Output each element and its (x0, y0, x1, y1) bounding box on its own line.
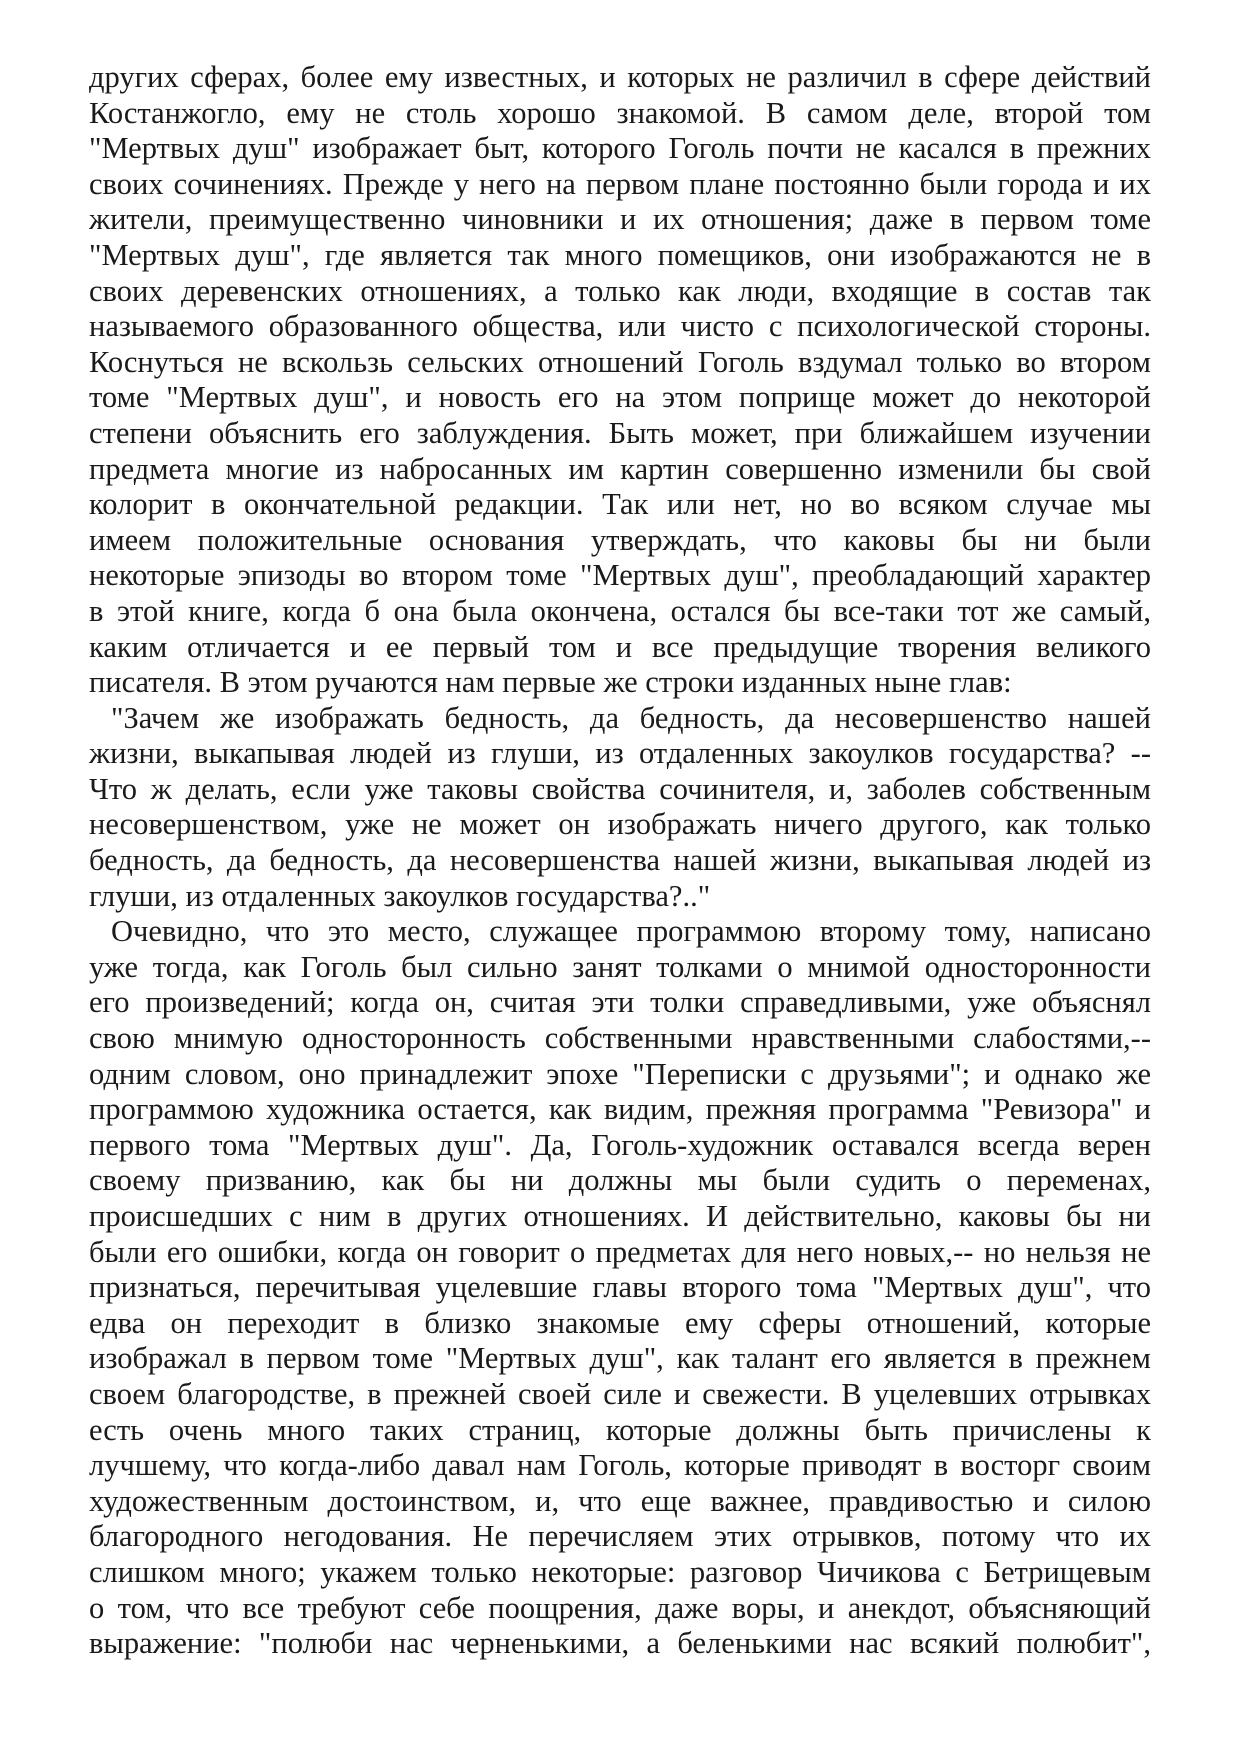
text-line-content: лучшему, что когда-либо давал нам Гоголь, которые приводят в восторг своим (89, 1448, 1151, 1483)
text-line (89, 1270, 1151, 1306)
text-line-content: были его ошибки, когда он говорит о предметах для него новых,-- но нельзя не (89, 1234, 1151, 1269)
text-line (89, 1057, 1151, 1093)
paragraph (89, 914, 1151, 1661)
text-line (89, 843, 1151, 879)
text-line-content: его произведений; когда он, считая эти толки справедливыми, уже объяснял (89, 985, 1151, 1020)
text-line-content: жители, преимущественно чиновники и их отношения; даже в первом томе (89, 202, 1151, 237)
text-line-content: слишком много; укажем только некоторые: разговор Чичикова с Бетрищевым (89, 1554, 1151, 1589)
text-line (89, 1377, 1151, 1413)
text-line (89, 914, 1151, 950)
text-line (89, 60, 1151, 96)
text-line-content: предмета многие из набросанных им картин совершенно изменили бы свой (89, 451, 1151, 486)
text-line (89, 1199, 1151, 1235)
text-line (89, 1484, 1151, 1520)
text-line-content: степени объяснить его заблуждения. Быть может, при ближайшем изучении (89, 415, 1151, 450)
text-line (89, 879, 1151, 915)
text-line (89, 1021, 1151, 1057)
text-line (89, 558, 1151, 594)
text-line-content: признаться, перечитывая уцелевшие главы второго тома "Мертвых душ", что (89, 1270, 1151, 1305)
text-line-content: едва он переходит в близко знакомые ему сферы отношений, которые (89, 1305, 1151, 1340)
text-line-content: в этой книге, когда б она была окончена, остался бы все-таки тот же самый, (89, 593, 1151, 628)
text-line-content: происшедших с ним в других отношениях. И действительно, каковы бы ни (89, 1199, 1151, 1233)
text-line-content: других сферах, более ему известных, и которых не различил в сфере действий (89, 60, 1151, 94)
text-line-content: своих деревенских отношениях, а только как люди, входящие в состав так (89, 273, 1151, 308)
text-line-content: "Зачем же изображать бедность, да бедность, да несовершенство нашей (111, 700, 1151, 735)
text-line (89, 1519, 1151, 1555)
text-line-content: свою мнимую односторонность собственными нравственными слабостями,-- (89, 1021, 1151, 1056)
document-page (89, 60, 1151, 1662)
text-line (89, 665, 1151, 701)
text-line-content: Костанжогло, ему не столь хорошо знакомой. В самом деле, второй том (89, 95, 1151, 130)
text-line (89, 1448, 1151, 1484)
text-line (89, 1413, 1151, 1449)
text-line-content: выражение: "полюби нас черненькими, а беленькими нас всякий полюбит", (89, 1626, 1151, 1661)
text-line (89, 96, 1151, 132)
text-line-content: изображал в первом томе "Мертвых душ", как талант его является в прежнем (89, 1341, 1151, 1376)
text-line (89, 1306, 1151, 1342)
text-line-content: "Мертвых душ" изображает быт, которого Гоголь почти не касался в прежних (89, 131, 1151, 166)
text-line-content: писателя. В этом ручаются нам первые же строки изданных ныне глав: (89, 665, 1012, 700)
text-line (89, 1235, 1151, 1271)
text-line-content: программою художника остается, как видим, прежняя программа "Ревизора" и (89, 1092, 1151, 1127)
text-line (89, 807, 1151, 843)
text-line (89, 523, 1151, 559)
text-line (89, 202, 1151, 238)
text-line (89, 167, 1151, 203)
text-line (89, 452, 1151, 488)
text-line-content: первого тома "Мертвых душ". Да, Гоголь-художник оставался всегда верен (89, 1127, 1151, 1162)
text-line-content: благородного негодования. Не перечисляем этих отрывков, потому что их (89, 1519, 1151, 1554)
text-line (89, 345, 1151, 381)
text-line-content: Коснуться не вскользь сельских отношений Гоголь вздумал только во втором (89, 344, 1151, 379)
text-line (89, 1626, 1151, 1662)
text-line-content: томе "Мертвых душ", и новость его на этом поприще может до некоторой (89, 380, 1151, 415)
text-line (89, 594, 1151, 630)
text-line (89, 1591, 1151, 1627)
text-line (89, 1128, 1151, 1164)
text-line-content: колорит в окончательной редакции. Так или нет, но во всяком случае мы (89, 487, 1151, 522)
text-line (89, 274, 1151, 310)
text-line (89, 736, 1151, 772)
text-line (89, 416, 1151, 452)
text-line (89, 772, 1151, 808)
text-line-content: своих сочинениях. Прежде у него на первом плане постоянно были города и их (89, 166, 1151, 201)
text-line (89, 238, 1151, 274)
text-line (89, 630, 1151, 666)
text-line (89, 701, 1151, 737)
text-line (89, 487, 1151, 523)
text-line-content: некоторые эпизоды во втором томе "Мертвых душ", преобладающий характер (89, 558, 1151, 593)
text-line-content: несовершенством, уже не может он изображать ничего другого, как только (89, 807, 1151, 842)
text-line-content: одним словом, оно принадлежит эпохе "Переписки с друзьями"; и однако же (89, 1056, 1151, 1091)
text-line-content: Очевидно, что это место, служащее программою второму тому, написано (111, 914, 1151, 949)
text-line-content: своему призванию, как бы ни должны мы были судить о переменах, (89, 1163, 1151, 1198)
text-line (89, 380, 1151, 416)
paragraph (89, 60, 1151, 701)
text-line-content: есть очень много таких страниц, которые должны быть причислены к (89, 1412, 1151, 1447)
text-line (89, 1092, 1151, 1128)
text-line (89, 1341, 1151, 1377)
text-line-content: уже тогда, как Гоголь был сильно занят толками о мнимой односторонности (89, 949, 1151, 984)
text-line-content: называемого образованного общества, или чисто с психологической стороны. (89, 309, 1151, 344)
text-line-content: каким отличается и ее первый том и все предыдущие творения великого (89, 629, 1151, 664)
text-line (89, 131, 1151, 167)
text-line (89, 309, 1151, 345)
text-line (89, 1555, 1151, 1591)
text-line-content: глуши, из отдаленных закоулков государства?.." (89, 878, 711, 913)
text-line (89, 1163, 1151, 1199)
text-line-content: жизни, выкапывая людей из глуши, из отдаленных закоулков государства? -- (89, 736, 1151, 771)
text-line-content: художественным достоинством, и, что еще важнее, правдивостью и силою (89, 1483, 1151, 1518)
text-line (89, 950, 1151, 986)
text-line (89, 985, 1151, 1021)
text-line-content: Что ж делать, если уже таковы свойства сочинителя, и, заболев собственным (89, 771, 1151, 806)
text-line-content: о том, что все требуют себе поощрения, даже воры, и анекдот, объясняющий (89, 1590, 1151, 1625)
text-line-content: "Мертвых душ", где является так много помещиков, они изображаются не в (89, 237, 1151, 272)
text-line-content: имеем положительные основания утверждать, что каковы бы ни были (89, 522, 1151, 557)
text-line-content: бедность, да бедность, да несовершенства нашей жизни, выкапывая людей из (89, 843, 1151, 878)
text-line-content: своем благородстве, в прежней своей силе и свежести. В уцелевших отрывках (89, 1376, 1151, 1411)
paragraph (89, 701, 1151, 915)
